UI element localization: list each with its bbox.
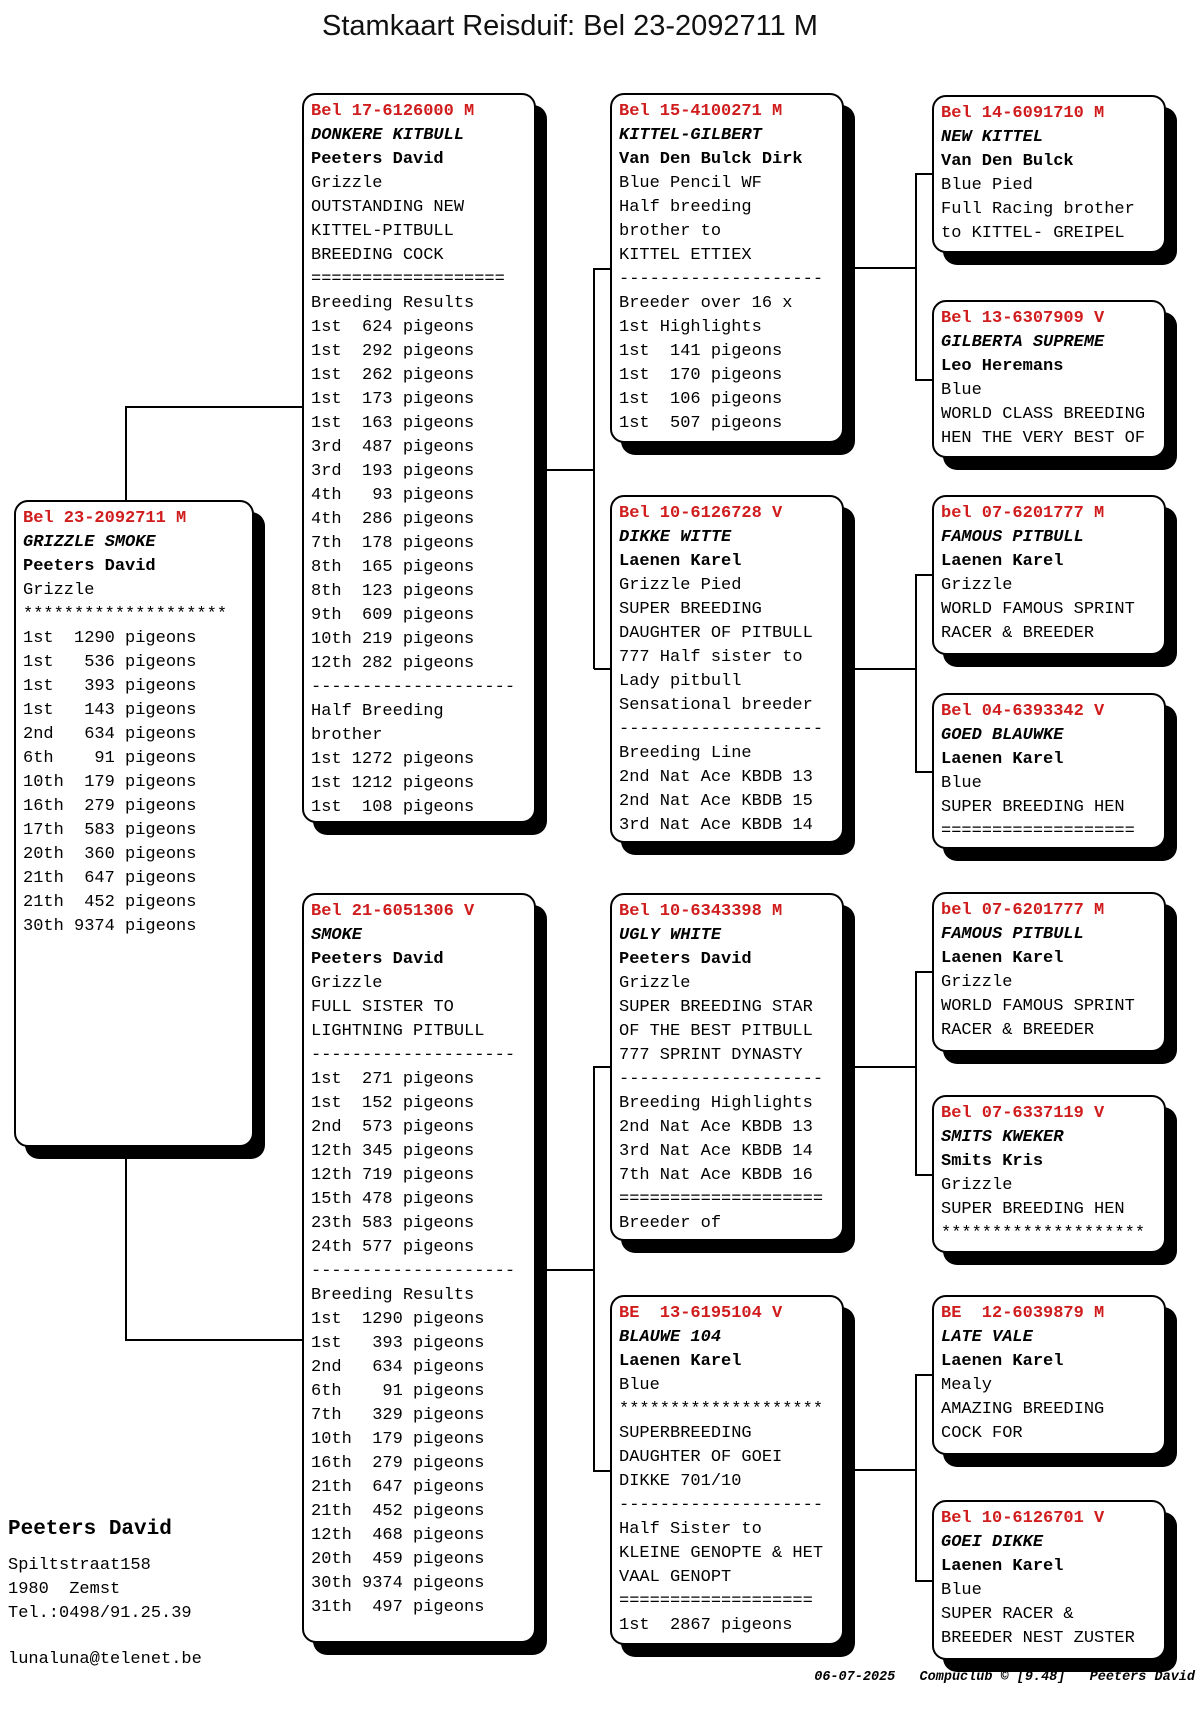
connector-line xyxy=(916,379,934,381)
info-line: 1st 262 pigeons xyxy=(311,366,475,385)
connector-line xyxy=(916,971,934,973)
breeder-name: Laenen Karel xyxy=(941,750,1064,769)
info-line: 12th 468 pigeons xyxy=(311,1526,485,1545)
pedigree-box-gg7 xyxy=(932,1295,1166,1455)
info-line: 1st 1290 pigeons xyxy=(311,1310,485,1329)
ring-number: bel 07-6201777 M xyxy=(941,504,1105,523)
info-line: 16th 279 pigeons xyxy=(23,797,197,816)
breeder-name: Peeters David xyxy=(619,950,752,969)
info-line: 2nd 573 pigeons xyxy=(311,1118,475,1137)
ring-number: Bel 15-4100271 M xyxy=(619,102,783,121)
info-line: COCK FOR xyxy=(941,1424,1023,1443)
info-line: 23th 583 pigeons xyxy=(311,1214,475,1233)
ring-number: Bel 14-6091710 M xyxy=(941,104,1105,123)
connector-line xyxy=(844,1469,917,1471)
info-line: OUTSTANDING NEW xyxy=(311,198,465,217)
connector-line xyxy=(844,668,917,670)
breeder-name: Peeters David xyxy=(311,950,444,969)
pedigree-box-subject xyxy=(14,500,254,1147)
connector-line xyxy=(594,268,612,270)
info-line: 17th 583 pigeons xyxy=(23,821,197,840)
info-line: Grizzle xyxy=(619,974,691,993)
pigeon-name: GILBERTA SUPREME xyxy=(941,333,1105,352)
breeder-name: Van Den Bulck Dirk xyxy=(619,150,803,169)
info-line: Grizzle xyxy=(941,576,1013,595)
info-line: WORLD FAMOUS SPRINT xyxy=(941,997,1135,1016)
info-line: FULL SISTER TO xyxy=(311,998,454,1017)
info-line: Blue xyxy=(941,1581,982,1600)
info-line: 30th 9374 pigeons xyxy=(23,917,197,936)
info-line: Blue xyxy=(941,774,982,793)
info-line: 2nd 634 pigeons xyxy=(311,1358,485,1377)
ring-number: Bel 07-6337119 V xyxy=(941,1104,1105,1123)
info-line: -------------------- xyxy=(619,1496,824,1515)
info-line: 3rd Nat Ace KBDB 14 xyxy=(619,1142,813,1161)
info-line: 1st 1290 pigeons xyxy=(23,629,197,648)
info-line: brother to xyxy=(619,222,722,241)
info-line: HEN THE VERY BEST OF xyxy=(941,429,1146,448)
info-line: 1st 108 pigeons xyxy=(311,798,475,817)
pedigree-box-dam xyxy=(302,893,536,1643)
info-line: 1st 393 pigeons xyxy=(23,677,197,696)
connector-line xyxy=(125,406,304,408)
info-line: 21th 647 pigeons xyxy=(23,869,197,888)
info-line: 7th 178 pigeons xyxy=(311,534,475,553)
info-line: LIGHTNING PITBULL xyxy=(311,1022,485,1041)
info-line: 1st 163 pigeons xyxy=(311,414,475,433)
info-line: 10th 179 pigeons xyxy=(23,773,197,792)
info-line: brother xyxy=(311,726,383,745)
info-line: 2nd Nat Ace KBDB 15 xyxy=(619,792,813,811)
info-line: 15th 478 pigeons xyxy=(311,1190,475,1209)
info-line: -------------------- xyxy=(619,720,824,739)
info-line: Grizzle Pied xyxy=(619,576,742,595)
info-line: 2nd Nat Ace KBDB 13 xyxy=(619,1118,813,1137)
ring-number: BE 12-6039879 M xyxy=(941,1304,1105,1323)
pigeon-name: FAMOUS PITBULL xyxy=(941,925,1084,944)
info-line: ******************** xyxy=(23,605,228,624)
info-line: -------------------- xyxy=(311,1046,516,1065)
info-line: 2nd Nat Ace KBDB 13 xyxy=(619,768,813,787)
info-line: Blue Pied xyxy=(941,176,1033,195)
info-line: 10th 219 pigeons xyxy=(311,630,475,649)
ring-number: Bel 13-6307909 V xyxy=(941,309,1105,328)
connector-line xyxy=(916,1174,934,1176)
info-line: Breeding Line xyxy=(619,744,752,763)
connector-line xyxy=(916,771,934,773)
info-line: 20th 360 pigeons xyxy=(23,845,197,864)
info-line: 21th 452 pigeons xyxy=(23,893,197,912)
breeder-name: Laenen Karel xyxy=(619,1352,742,1371)
info-line: 1st 292 pigeons xyxy=(311,342,475,361)
pigeon-name: GOEI DIKKE xyxy=(941,1533,1044,1552)
pedigree-box-g1 xyxy=(610,93,844,443)
pedigree-box-gg2 xyxy=(932,300,1166,458)
breeder-name: Laenen Karel xyxy=(941,1557,1064,1576)
info-line: =================== xyxy=(941,822,1135,841)
info-line: 1st 393 pigeons xyxy=(311,1334,485,1353)
pigeon-name: SMOKE xyxy=(311,926,363,945)
info-line: KITTEL ETTIEX xyxy=(619,246,752,265)
info-line: VAAL GENOPT xyxy=(619,1568,732,1587)
info-line: OF THE BEST PITBULL xyxy=(619,1022,813,1041)
connector-line xyxy=(594,1470,612,1472)
connector-line xyxy=(916,1580,934,1582)
connector-line xyxy=(536,469,595,471)
info-line: Blue Pencil WF xyxy=(619,174,762,193)
info-line: 21th 647 pigeons xyxy=(311,1478,485,1497)
info-line: 6th 91 pigeons xyxy=(311,1382,485,1401)
info-line: 12th 719 pigeons xyxy=(311,1166,475,1185)
info-line: 1st 507 pigeons xyxy=(619,414,783,433)
info-line: 3rd 487 pigeons xyxy=(311,438,475,457)
info-line: -------------------- xyxy=(311,678,516,697)
info-line: 31th 497 pigeons xyxy=(311,1598,485,1617)
info-line: -------------------- xyxy=(311,1262,516,1281)
info-line: Lady pitbull xyxy=(619,672,742,691)
ring-number: Bel 04-6393342 V xyxy=(941,702,1105,721)
info-line: 24th 577 pigeons xyxy=(311,1238,475,1257)
breeder-name: Van Den Bulck xyxy=(941,152,1074,171)
pigeon-name: FAMOUS PITBULL xyxy=(941,528,1084,547)
info-line: 3rd 193 pigeons xyxy=(311,462,475,481)
footer-phone: Tel.:0498/91.25.39 xyxy=(8,1604,192,1623)
pigeon-name: NEW KITTEL xyxy=(941,128,1044,147)
info-line: 1st 271 pigeons xyxy=(311,1070,475,1089)
info-line: Breeder of xyxy=(619,1214,722,1233)
pigeon-name: GRIZZLE SMOKE xyxy=(23,533,156,552)
footer-email: lunaluna@telenet.be xyxy=(8,1650,202,1669)
info-line: 4th 93 pigeons xyxy=(311,486,475,505)
info-line: DIKKE 701/10 xyxy=(619,1472,742,1491)
ring-number: bel 07-6201777 M xyxy=(941,901,1105,920)
info-line: Grizzle xyxy=(23,581,95,600)
ring-number: Bel 17-6126000 M xyxy=(311,102,475,121)
info-line: =================== xyxy=(311,270,505,289)
connector-line xyxy=(916,173,934,175)
info-line: 1st 152 pigeons xyxy=(311,1094,475,1113)
info-line: Breeder over 16 x xyxy=(619,294,793,313)
info-line: 9th 609 pigeons xyxy=(311,606,475,625)
connector-line xyxy=(916,574,934,576)
info-line: 7th Nat Ace KBDB 16 xyxy=(619,1166,813,1185)
info-line: WORLD CLASS BREEDING xyxy=(941,405,1146,424)
info-line: Breeding Results xyxy=(311,1286,475,1305)
info-line: SUPERBREEDING xyxy=(619,1424,752,1443)
breeder-name: Peeters David xyxy=(311,150,444,169)
info-line: SUPER BREEDING HEN xyxy=(941,798,1125,817)
info-line: SUPER BREEDING xyxy=(619,600,762,619)
info-line: 10th 179 pigeons xyxy=(311,1430,485,1449)
info-line: 21th 452 pigeons xyxy=(311,1502,485,1521)
pedigree-box-gg8 xyxy=(932,1500,1166,1660)
info-line: 6th 91 pigeons xyxy=(23,749,197,768)
ring-number: BE 13-6195104 V xyxy=(619,1304,783,1323)
pedigree-box-gg4 xyxy=(932,693,1166,849)
info-line: ******************** xyxy=(619,1400,824,1419)
connector-line xyxy=(125,1145,127,1341)
info-line: KLEINE GENOPTE & HET xyxy=(619,1544,824,1563)
info-line: 1st 170 pigeons xyxy=(619,366,783,385)
info-line: ==================== xyxy=(619,1190,824,1209)
connector-line xyxy=(125,406,127,502)
info-line: RACER & BREEDER xyxy=(941,1021,1095,1040)
info-line: 30th 9374 pigeons xyxy=(311,1574,485,1593)
info-line: SUPER BREEDING STAR xyxy=(619,998,813,1017)
info-line: 1st 1272 pigeons xyxy=(311,750,475,769)
info-line: SUPER RACER & xyxy=(941,1605,1074,1624)
pigeon-name: GOED BLAUWKE xyxy=(941,726,1064,745)
connector-line xyxy=(125,1339,304,1341)
footer-address-city: 1980 Zemst xyxy=(8,1580,121,1599)
info-line: AMAZING BREEDING xyxy=(941,1400,1105,1419)
pigeon-name: SMITS KWEKER xyxy=(941,1128,1064,1147)
info-line: 1st 536 pigeons xyxy=(23,653,197,672)
info-line: WORLD FAMOUS SPRINT xyxy=(941,600,1135,619)
pedigree-box-g3 xyxy=(610,893,844,1241)
info-line: KITTEL-PITBULL xyxy=(311,222,454,241)
pigeon-name: LATE VALE xyxy=(941,1328,1033,1347)
page-title: Stamkaart Reisduif: Bel 23-2092711 M xyxy=(322,10,818,42)
footer-address-street: Spiltstraat158 xyxy=(8,1556,151,1575)
info-line: 1st Highlights xyxy=(619,318,762,337)
pigeon-name: DONKERE KITBULL xyxy=(311,126,465,145)
info-line: SUPER BREEDING HEN xyxy=(941,1200,1125,1219)
info-line: DAUGHTER OF GOEI xyxy=(619,1448,783,1467)
pedigree-box-g2 xyxy=(610,495,844,843)
info-line: 1st 2867 pigeons xyxy=(619,1616,793,1635)
pedigree-box-gg6 xyxy=(932,1095,1166,1253)
connector-line xyxy=(915,971,917,1176)
print-credit: 06-07-2025 Compuclub © [9.48] Peeters David xyxy=(814,1670,1195,1685)
info-line: Half Breeding xyxy=(311,702,444,721)
connector-line xyxy=(844,1066,917,1068)
info-line: Mealy xyxy=(941,1376,993,1395)
info-line: 12th 282 pigeons xyxy=(311,654,475,673)
info-line: 8th 165 pigeons xyxy=(311,558,475,577)
pigeon-name: KITTEL-GILBERT xyxy=(619,126,762,145)
footer-owner-name: Peeters David xyxy=(8,1518,172,1541)
pigeon-name: DIKKE WITTE xyxy=(619,528,732,547)
ring-number: Bel 10-6126728 V xyxy=(619,504,783,523)
pedigree-box-gg3 xyxy=(932,495,1166,655)
info-line: Grizzle xyxy=(941,973,1013,992)
info-line: 7th 329 pigeons xyxy=(311,1406,485,1425)
breeder-name: Smits Kris xyxy=(941,1152,1044,1171)
pedigree-box-sire xyxy=(302,93,536,823)
breeder-name: Peeters David xyxy=(23,557,156,576)
info-line: 1st 624 pigeons xyxy=(311,318,475,337)
info-line: 3rd Nat Ace KBDB 14 xyxy=(619,816,813,835)
info-line: Half breeding xyxy=(619,198,752,217)
info-line: Blue xyxy=(941,381,982,400)
info-line: 4th 286 pigeons xyxy=(311,510,475,529)
connector-line xyxy=(915,173,917,381)
connector-line xyxy=(916,1374,934,1376)
connector-line xyxy=(844,267,917,269)
info-line: 1st 173 pigeons xyxy=(311,390,475,409)
breeder-name: Laenen Karel xyxy=(941,1352,1064,1371)
info-line: -------------------- xyxy=(619,270,824,289)
connector-line xyxy=(593,268,595,669)
info-line: Breeding Results xyxy=(311,294,475,313)
pedigree-box-gg5 xyxy=(932,892,1166,1052)
breeder-name: Laenen Karel xyxy=(619,552,742,571)
info-line: =================== xyxy=(619,1592,813,1611)
info-line: Grizzle xyxy=(311,174,383,193)
pigeon-name: BLAUWE 104 xyxy=(619,1328,722,1347)
info-line: 20th 459 pigeons xyxy=(311,1550,485,1569)
breeder-name: Laenen Karel xyxy=(941,552,1064,571)
info-line: -------------------- xyxy=(619,1070,824,1089)
info-line: 12th 345 pigeons xyxy=(311,1142,475,1161)
info-line: 777 Half sister to xyxy=(619,648,803,667)
info-line: Blue xyxy=(619,1376,660,1395)
pedigree-box-gg1 xyxy=(932,95,1166,253)
pigeon-name: UGLY WHITE xyxy=(619,926,722,945)
info-line: 1st 143 pigeons xyxy=(23,701,197,720)
info-line: BREEDING COCK xyxy=(311,246,444,265)
connector-line xyxy=(536,1269,595,1271)
info-line: Breeding Highlights xyxy=(619,1094,813,1113)
ring-number: Bel 10-6343398 M xyxy=(619,902,783,921)
info-line: Sensational breeder xyxy=(619,696,813,715)
info-line: to KITTEL- GREIPEL xyxy=(941,224,1125,243)
info-line: 1st 106 pigeons xyxy=(619,390,783,409)
info-line: BREEDER NEST ZUSTER xyxy=(941,1629,1135,1648)
info-line: Full Racing brother xyxy=(941,200,1135,219)
info-line: ******************** xyxy=(941,1224,1146,1243)
info-line: 777 SPRINT DYNASTY xyxy=(619,1046,803,1065)
connector-line xyxy=(594,668,612,670)
breeder-name: Laenen Karel xyxy=(941,949,1064,968)
breeder-name: Leo Heremans xyxy=(941,357,1064,376)
info-line: 16th 279 pigeons xyxy=(311,1454,485,1473)
info-line: RACER & BREEDER xyxy=(941,624,1095,643)
connector-line xyxy=(915,1374,917,1582)
pedigree-box-g4 xyxy=(610,1295,844,1645)
ring-number: Bel 10-6126701 V xyxy=(941,1509,1105,1528)
ring-number: Bel 23-2092711 M xyxy=(23,509,187,528)
info-line: 1st 1212 pigeons xyxy=(311,774,475,793)
connector-line xyxy=(594,1066,612,1068)
info-line: Grizzle xyxy=(311,974,383,993)
connector-line xyxy=(915,574,917,773)
info-line: 1st 141 pigeons xyxy=(619,342,783,361)
info-line: DAUGHTER OF PITBULL xyxy=(619,624,813,643)
info-line: Grizzle xyxy=(941,1176,1013,1195)
ring-number: Bel 21-6051306 V xyxy=(311,902,475,921)
info-line: 8th 123 pigeons xyxy=(311,582,475,601)
connector-line xyxy=(593,1066,595,1472)
info-line: Half Sister to xyxy=(619,1520,762,1539)
info-line: 2nd 634 pigeons xyxy=(23,725,197,744)
